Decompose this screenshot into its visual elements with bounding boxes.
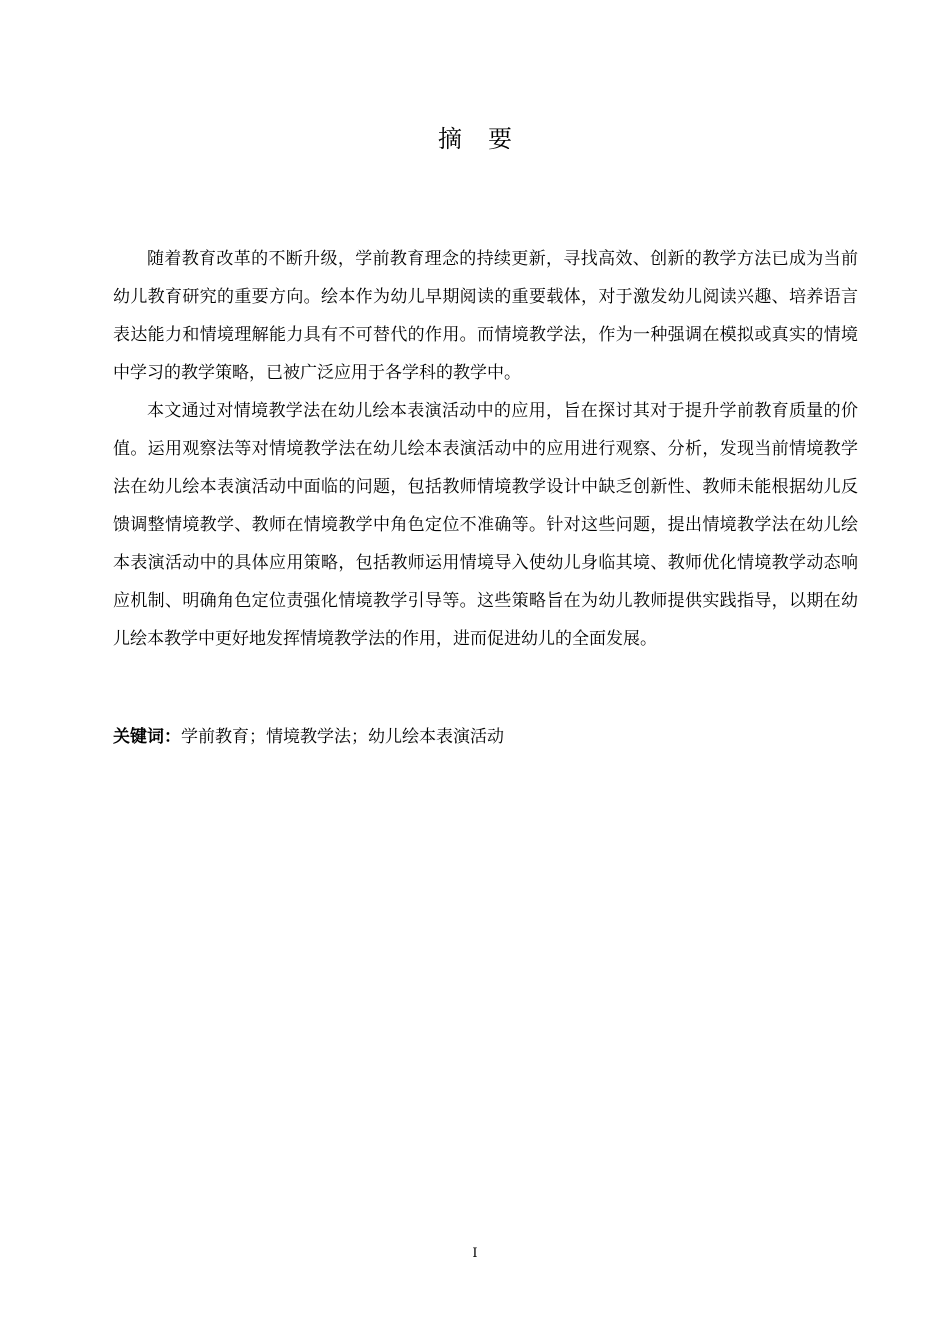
page-number: I — [472, 1246, 478, 1261]
abstract-body — [113, 240, 858, 658]
abstract-paragraph-1: 随着教育改革的不断升级，学前教育理念的持续更新，寻找高效、创新的教学方法已成为当前幼儿教育研究的重要方向。绘本作为幼儿早期阅读的重要载体，对于激发幼儿阅读兴趣、培养语言表达能力和情境理解能力具有不可替代的作用。而情境教学法，作为一种强调在模拟或真实的情境中学习的教学策略，已被广泛应用于各学科的教学中。 — [113, 249, 858, 383]
abstract-paragraph-2: 本文通过对情境教学法在幼儿绘本表演活动中的应用，旨在探讨其对于提升学前教育质量的价值。运用观察法等对情境教学法在幼儿绘本表演活动中的应用进行观察、分析，发现当前情境教学法在幼儿绘本表演活动中面临的问题，包括教师情境教学设计中缺乏创新性、教师未能根据幼儿反馈调整情境教学、教师在情境教学中角色定位不准确等。针对这些问题，提出情境教学法在幼儿绘本表演活动中的具体应用策略，包括教师运用情境导入使幼儿身临其境、教师优化情境教学动态响应机制、明确角色定位责强化情境教学引导等。这些策略旨在为幼儿教师提供实践指导，以期在幼儿绘本教学中更好地发挥情境教学法的作用，进而促进幼儿的全面发展。 — [113, 401, 858, 649]
keywords-line — [113, 718, 858, 756]
keywords-value: 学前教育；情境教学法；幼儿绘本表演活动 — [181, 727, 504, 747]
page-title: 摘要 — [438, 125, 538, 153]
keywords-label: 关键词： — [113, 727, 181, 747]
